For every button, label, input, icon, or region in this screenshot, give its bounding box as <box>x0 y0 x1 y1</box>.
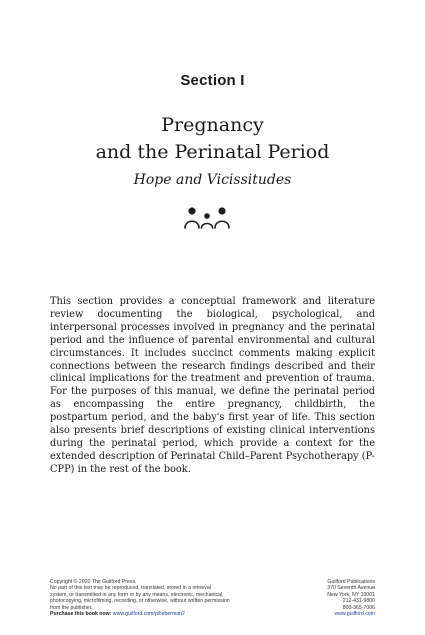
section-title <box>0 112 425 166</box>
section-subtitle: Hope and Vicissitudes <box>133 172 292 188</box>
address-line: 370 Seventh Avenue <box>327 585 375 592</box>
phone-line: 800-365-7006 <box>342 604 375 611</box>
rights-line: No part of this text may be reproduced, translated, stored in a retrieval <box>50 585 211 592</box>
website-link[interactable]: www.guilford.com <box>334 611 375 618</box>
publisher-name: Guilford Publications <box>327 579 375 585</box>
title-line-2: and the Perinatal Period <box>95 141 330 163</box>
section-introduction: This section provides a conceptual framework and literature review documenting the biological, psychological, and interpersonal processes involved in pregnancy and the perinatal period and the influence of parental environmental and cultural circumstances. It includes succinct comments making explicit connections between the research findings described and their clinical implications for the treatment and prevention of trauma. For the purposes of this manual, we define the perinatal period as encompassing the entire pregnancy, childbirth, the postpartum period, and the baby's first year of life. This section also presents brief descriptions of existing clinical interventions during the perinatal period, which provide a context for the extended description of Perinatal Child–Parent Psychotherapy (P-CPP) in the rest of the book. <box>50 296 375 475</box>
purchase-label: Purchase this book now: <box>50 611 112 618</box>
rights-line: from the publisher. <box>50 604 93 611</box>
rights-line: photocopying, microfilming, recording, or otherwise, without written permission <box>50 598 230 605</box>
title-line-1: Pregnancy <box>161 114 264 136</box>
copyright-line: Copyright © 2020 The Guilford Press. <box>50 579 137 585</box>
address-line: New York, NY 10001 <box>327 591 375 598</box>
phone-line: 212-431-9800 <box>342 598 375 605</box>
rights-line: system, or transmitted in any form or by any means, electronic, mechanical, <box>50 591 224 598</box>
purchase-link[interactable]: www.guilford.com/p/lieberman2 <box>112 611 185 618</box>
publisher-address <box>255 579 375 617</box>
family-icon <box>183 204 231 230</box>
section-label: Section I <box>180 72 245 89</box>
